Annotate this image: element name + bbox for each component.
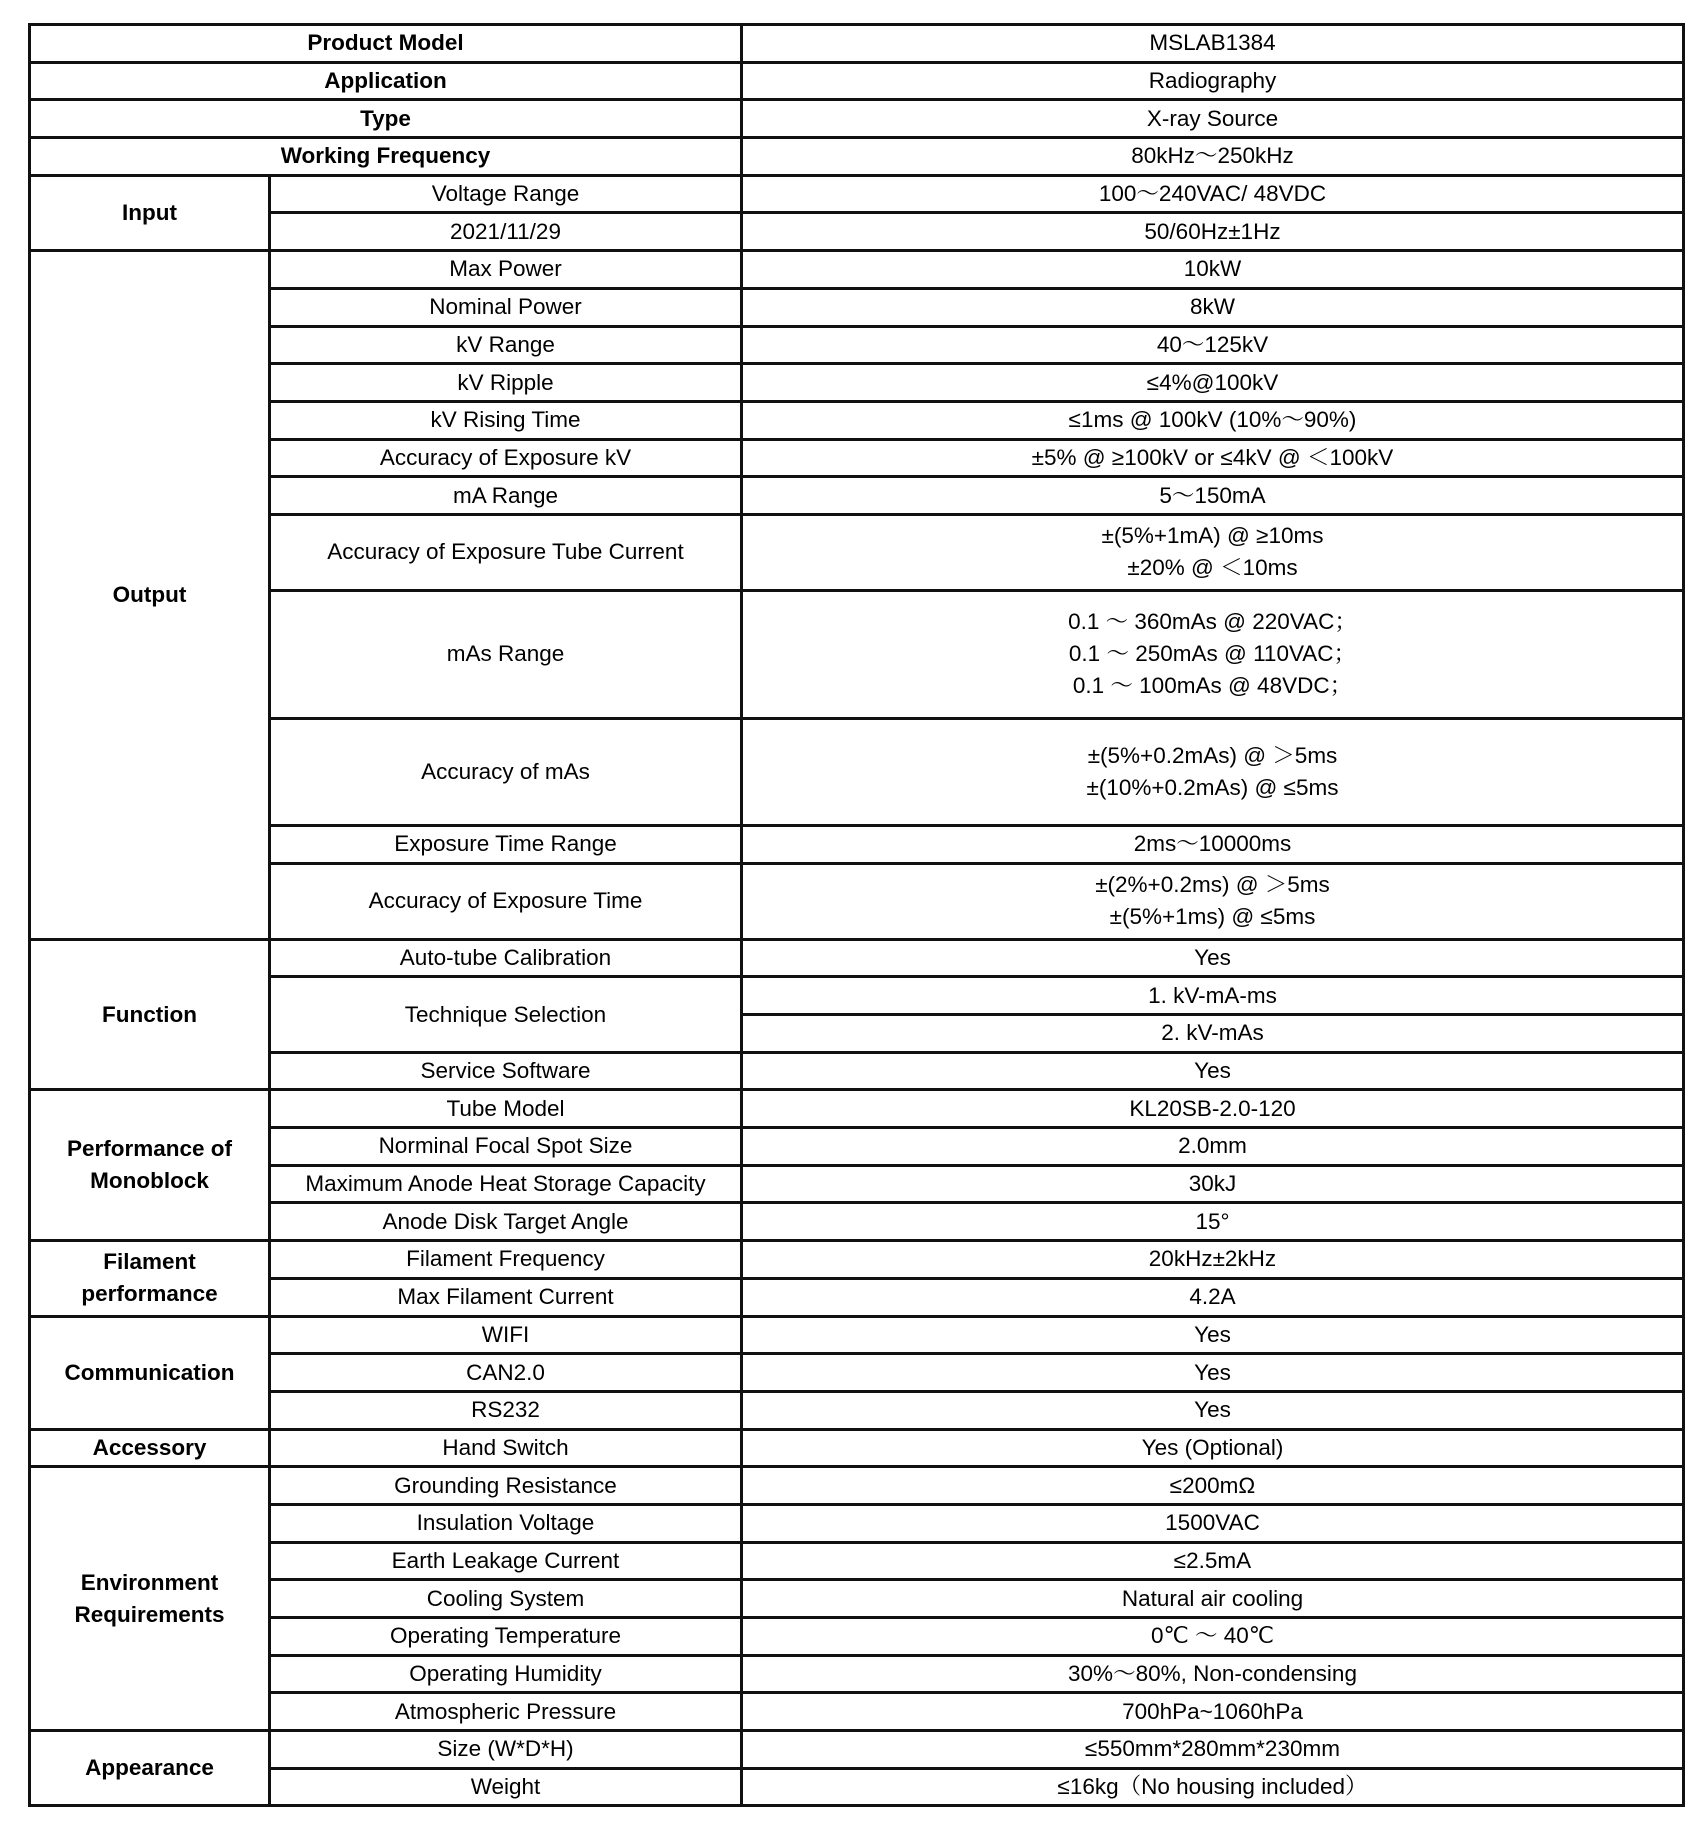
table-row [30,1090,1684,1128]
group-label-line: performance [81,1281,218,1307]
group-label [30,1467,270,1731]
spec-value: ≤1ms @ 100kV (10%～90%) [742,401,1684,439]
spec-value [742,863,1684,939]
spec-value: ≤200mΩ [742,1467,1684,1505]
spec-value: 2.0mm [742,1128,1684,1166]
group-label [30,175,270,250]
table-row [30,1203,1684,1241]
spec-value [742,718,1684,825]
spec-label: Cooling System [270,1580,742,1618]
spec-value: 4.2A [742,1278,1684,1316]
table-row [30,1316,1684,1354]
spec-value: 15° [742,1203,1684,1241]
spec-value: Radiography [742,62,1684,100]
table-row [30,138,1684,176]
spec-value: Natural air cooling [742,1580,1684,1618]
group-label-line: Monoblock [90,1168,209,1194]
table-row [30,718,1684,825]
spec-value: 40～125kV [742,326,1684,364]
spec-label: kV Range [270,326,742,364]
spec-value: 30%～80%, Non-condensing [742,1655,1684,1693]
spec-label: Size (W*D*H) [270,1731,742,1769]
group-label-line: Accessory [92,1434,207,1460]
spec-label: Accuracy of Exposure kV [270,439,742,477]
table-row [30,401,1684,439]
spec-label: kV Rising Time [270,401,742,439]
spec-value: 2ms～10000ms [742,825,1684,863]
table-row [30,1693,1684,1731]
table-row [30,1731,1684,1769]
table-row [30,1278,1684,1316]
table-row [30,977,1684,1015]
spec-value-line: 0.1 ～ 360mAs @ 220VAC； [1068,609,1357,635]
spec-label: mA Range [270,477,742,515]
table-row [30,1467,1684,1505]
spec-value-line: ±20% @ ＜10ms [1127,555,1298,581]
group-label-line: Requirements [74,1601,225,1627]
table-row [30,251,1684,289]
spec-value: Yes [742,1052,1684,1090]
group-label-line: Function [102,1001,197,1027]
spec-label: Anode Disk Target Angle [270,1203,742,1241]
group-label-line: Appearance [85,1755,214,1781]
spec-value [742,590,1684,718]
spec-label: Filament Frequency [270,1241,742,1279]
group-label [30,251,270,940]
spec-table [28,23,1685,1807]
spec-value: 5～150mA [742,477,1684,515]
table-row [30,1768,1684,1806]
table-row [30,1618,1684,1656]
table-row [30,863,1684,939]
spec-value: 2. kV-mAs [742,1015,1684,1053]
spec-label: Maximum Anode Heat Storage Capacity [270,1165,742,1203]
group-label-line: Communication [64,1359,235,1385]
table-row [30,213,1684,251]
spec-label: Exposure Time Range [270,825,742,863]
spec-label: Tube Model [270,1090,742,1128]
spec-label: Atmospheric Pressure [270,1693,742,1731]
table-row [30,1052,1684,1090]
spec-value: ≤4%@100kV [742,364,1684,402]
spec-value: 1. kV-mA-ms [742,977,1684,1015]
table-row [30,326,1684,364]
group-label-line: Environment [80,1569,219,1595]
spec-label: CAN2.0 [270,1354,742,1392]
spec-value: ≤550mm*280mm*230mm [742,1731,1684,1769]
table-row [30,939,1684,977]
spec-value [742,514,1684,590]
table-row [30,100,1684,138]
table-row [30,62,1684,100]
spec-value: 0℃ ～ 40℃ [742,1618,1684,1656]
table-row [30,1128,1684,1166]
spec-value-line: ±(2%+0.2ms) @ ＞5ms [1095,872,1330,898]
table-row [30,590,1684,718]
spec-value-line: ±(5%+1ms) @ ≤5ms [1109,904,1316,930]
spec-label: Application [30,62,742,100]
table-row [30,1429,1684,1467]
spec-label: 2021/11/29 [270,213,742,251]
spec-label: Norminal Focal Spot Size [270,1128,742,1166]
table-row [30,25,1684,63]
group-label-line: Filament [103,1249,196,1275]
spec-value-line: 0.1 ～ 100mAs @ 48VDC； [1072,673,1353,699]
spec-value-line: ±(10%+0.2mAs) @ ≤5ms [1086,774,1339,800]
spec-table-body [30,25,1684,1806]
spec-value: ≤16kg（No housing included） [742,1768,1684,1806]
spec-value: Yes [742,939,1684,977]
spec-value: X-ray Source [742,100,1684,138]
spec-value: ±5% @ ≥100kV or ≤4kV @ ＜100kV [742,439,1684,477]
spec-value-line: ±(5%+0.2mAs) @ ＞5ms [1087,742,1338,768]
spec-label: Nominal Power [270,288,742,326]
table-row [30,1580,1684,1618]
spec-label: mAs Range [270,590,742,718]
table-row [30,439,1684,477]
spec-value: 10kW [742,251,1684,289]
table-row [30,175,1684,213]
spec-label: Product Model [30,25,742,63]
table-row [30,477,1684,515]
spec-label: Voltage Range [270,175,742,213]
spec-value: Yes (Optional) [742,1429,1684,1467]
table-row [30,1241,1684,1279]
spec-value: 30kJ [742,1165,1684,1203]
spec-value: 700hPa~1060hPa [742,1693,1684,1731]
spec-label: Weight [270,1768,742,1806]
spec-value: 20kHz±2kHz [742,1241,1684,1279]
spec-value: 8kW [742,288,1684,326]
group-label [30,1241,270,1316]
spec-value: Yes [742,1391,1684,1429]
spec-label: Operating Humidity [270,1655,742,1693]
spec-value: 100～240VAC/ 48VDC [742,175,1684,213]
table-row [30,1504,1684,1542]
table-row [30,364,1684,402]
spec-label: Max Filament Current [270,1278,742,1316]
spec-value: KL20SB-2.0-120 [742,1090,1684,1128]
spec-label: RS232 [270,1391,742,1429]
spec-label: Grounding Resistance [270,1467,742,1505]
spec-label: Max Power [270,251,742,289]
spec-label: Accuracy of mAs [270,718,742,825]
group-label [30,1731,270,1806]
spec-value: Yes [742,1354,1684,1392]
group-label [30,1429,270,1467]
spec-label: Working Frequency [30,138,742,176]
spec-value: MSLAB1384 [742,25,1684,63]
spec-label: WIFI [270,1316,742,1354]
spec-label: Service Software [270,1052,742,1090]
spec-label: Auto-tube Calibration [270,939,742,977]
spec-value-line: 0.1 ～ 250mAs @ 110VAC； [1068,641,1357,667]
table-row [30,1354,1684,1392]
group-label-line: Output [112,581,187,607]
spec-value: ≤2.5mA [742,1542,1684,1580]
group-label [30,1316,270,1429]
spec-label: Operating Temperature [270,1618,742,1656]
spec-label: Hand Switch [270,1429,742,1467]
table-row [30,825,1684,863]
table-row [30,1391,1684,1429]
spec-value: 80kHz～250kHz [742,138,1684,176]
spec-label: Accuracy of Exposure Time [270,863,742,939]
spec-value: 1500VAC [742,1504,1684,1542]
table-row [30,514,1684,590]
spec-value: 50/60Hz±1Hz [742,213,1684,251]
spec-label: Earth Leakage Current [270,1542,742,1580]
group-label [30,939,270,1090]
table-row [30,1165,1684,1203]
group-label [30,1090,270,1241]
spec-label: Type [30,100,742,138]
table-row [30,288,1684,326]
group-label-line: Performance of [66,1136,233,1162]
spec-value-line: ±(5%+1mA) @ ≥10ms [1101,523,1324,549]
table-row [30,1655,1684,1693]
spec-value: Yes [742,1316,1684,1354]
spec-label: kV Ripple [270,364,742,402]
table-row [30,1542,1684,1580]
spec-label: Accuracy of Exposure Tube Current [270,514,742,590]
spec-label: Technique Selection [270,977,742,1052]
group-label-line: Input [122,199,177,225]
spec-label: Insulation Voltage [270,1504,742,1542]
